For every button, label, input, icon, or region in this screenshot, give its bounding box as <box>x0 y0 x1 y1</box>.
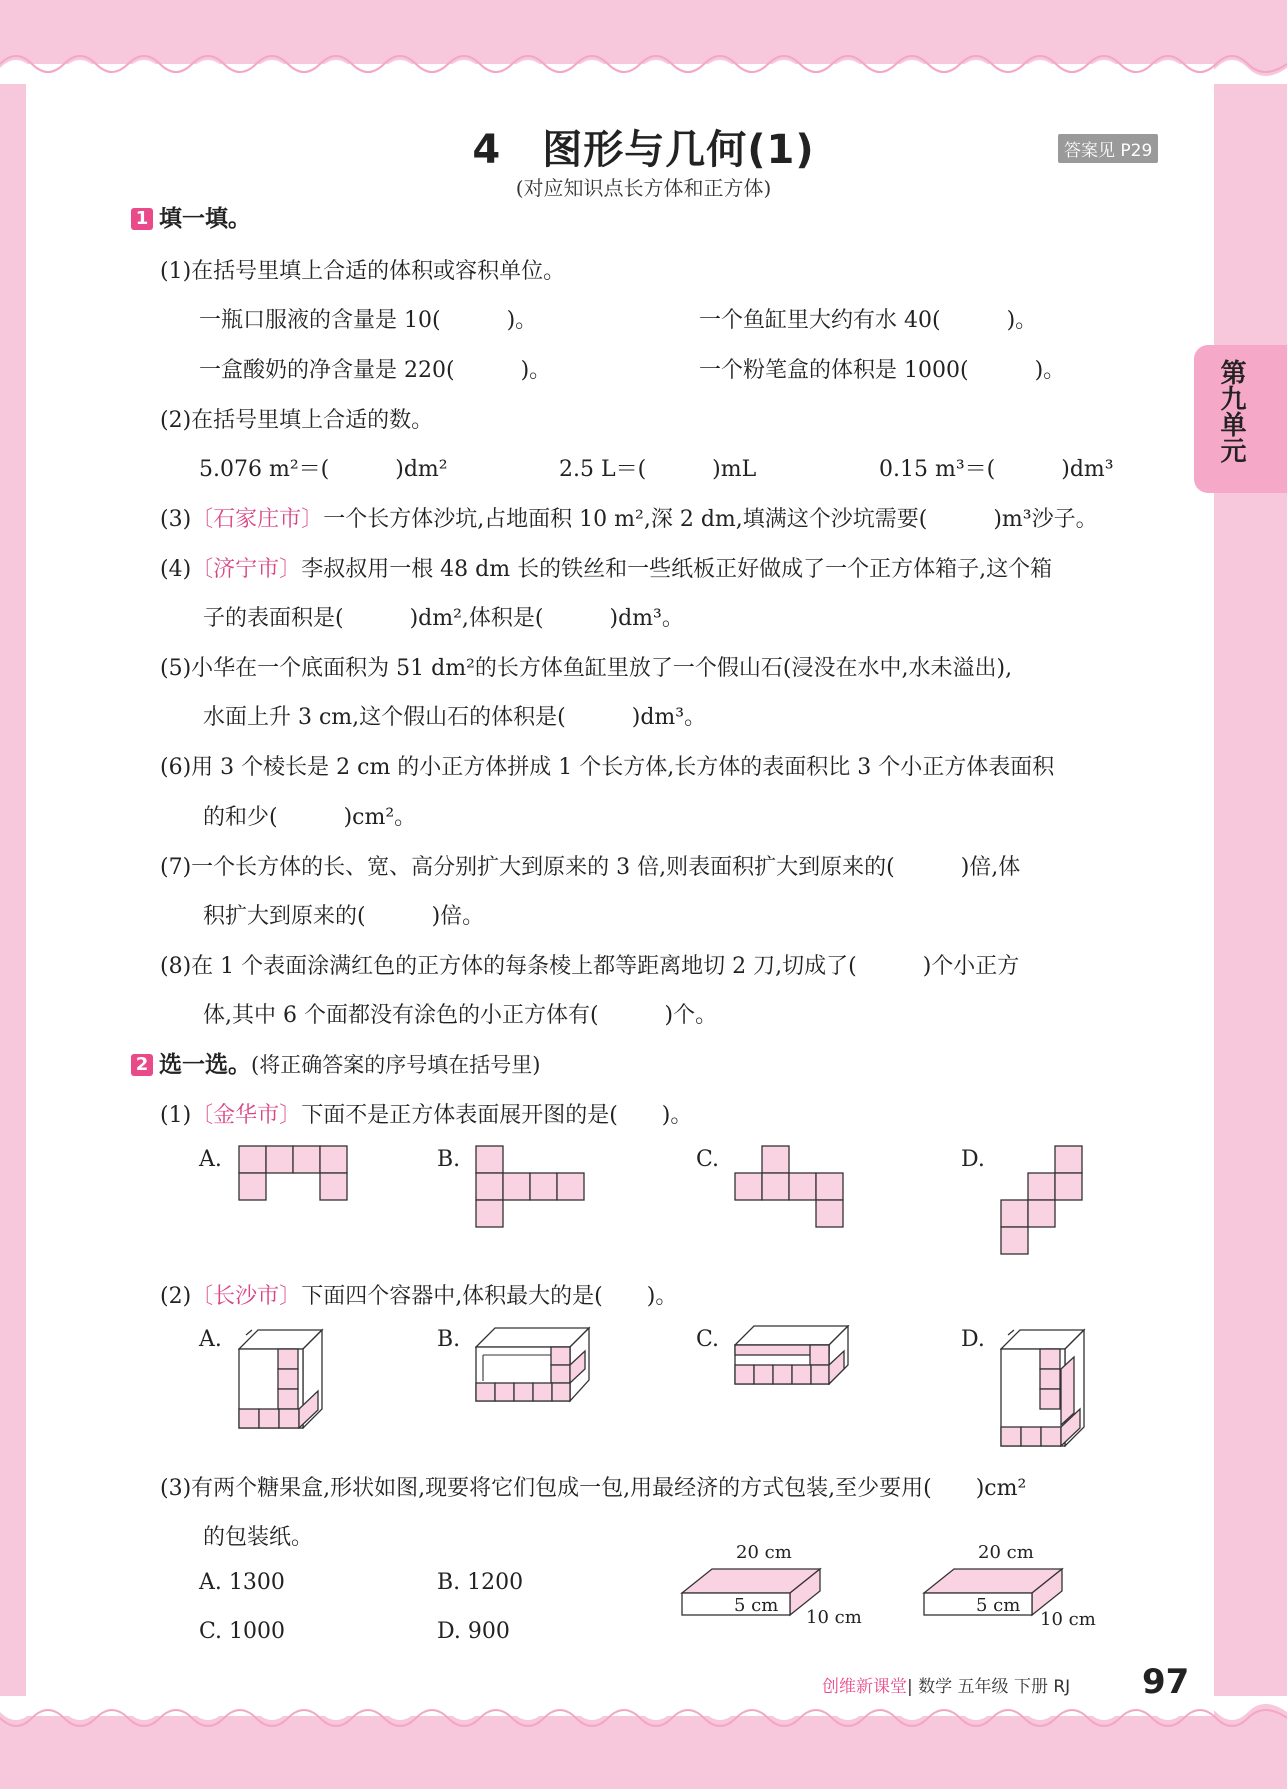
q1-8: (8)在 1 个表面涂满红色的正方体的每条棱上都等距离地切 2 刀,切成了( )个小正方 <box>160 954 1020 979</box>
q1-6-line2: 的和少( )cm²。 <box>203 805 417 830</box>
unit-tab-label: 第九单元 <box>1216 359 1246 463</box>
q2-2-option-a-label: A. <box>199 1327 222 1352</box>
candy-box-2-height: 5 cm <box>976 1595 1021 1616</box>
q2-3: (3)有两个糖果盒,形状如图,现要将它们包成一包,用最经济的方式包装,至少要用( )cm² <box>160 1476 1027 1501</box>
answer-reference-badge: 答案见 P29 <box>1058 134 1158 163</box>
candy-box-1-width: 10 cm <box>806 1607 862 1628</box>
unit-tab <box>1194 345 1287 493</box>
q1-2-item-c: 0.15 m³＝( )dm³ <box>879 457 1114 482</box>
q1-7: (7)一个长方体的长、宽、高分别扩大到原来的 3 倍,则表面积扩大到原来的( )倍,体 <box>160 855 1021 880</box>
q1-3 <box>160 502 1098 533</box>
q2-1 <box>160 1098 692 1129</box>
section-2-note: (将正确答案的序号填在括号里) <box>251 1053 541 1077</box>
footer-info <box>822 1672 1070 1697</box>
q2-3-option-a: A. 1300 <box>199 1570 285 1595</box>
candy-box-1 <box>680 1542 862 1635</box>
candy-box-1-height: 5 cm <box>734 1595 779 1616</box>
q2-2-text: 下面四个容器中,体积最大的是( )。 <box>301 1284 678 1309</box>
candy-box-2 <box>922 1542 1096 1635</box>
q1-7-line2: 积扩大到原来的( )倍。 <box>203 904 485 929</box>
q2-3-option-d: D. 900 <box>437 1619 510 1644</box>
q1-5-line2: 水面上升 3 cm,这个假山石的体积是( )dm³。 <box>203 705 707 730</box>
q1-3-text: 一个长方体沙坑,占地面积 10 m²,深 2 dm,填满这个沙坑需要( )m³沙子。 <box>323 507 1098 532</box>
q1-4-text: 李叔叔用一根 48 dm 长的铁丝和一些纸板正好做成了一个正方体箱子,这个箱 <box>301 557 1053 582</box>
q2-2-option-b-label: B. <box>437 1327 461 1352</box>
q2-3-line2: 的包装纸。 <box>203 1525 314 1550</box>
q1-4-line2: 子的表面积是( )dm²,体积是( )dm³。 <box>203 606 684 631</box>
q1-1-item-d: 一个粉笔盒的体积是 1000( )。 <box>699 358 1066 383</box>
section-2-heading <box>131 1046 540 1079</box>
container-figure-d <box>1000 1325 1086 1447</box>
q1-8-line2: 体,其中 6 个面都没有涂色的小正方体有( )个。 <box>203 1003 718 1028</box>
q2-3-option-b: B. 1200 <box>437 1570 524 1595</box>
q1-4-city-tag: 〔济宁市〕 <box>191 557 302 582</box>
net-figure-a <box>238 1145 348 1201</box>
q2-2-option-d-label: D. <box>961 1327 985 1352</box>
net-figure-c <box>734 1145 844 1228</box>
q1-1-item-b: 一个鱼缸里大约有水 40( )。 <box>699 308 1038 333</box>
net-figure-b <box>475 1145 585 1228</box>
q1-5: (5)小华在一个底面积为 51 dm²的长方体鱼缸里放了一个假山石(浸没在水中,水未溢出), <box>160 656 1013 681</box>
q1-2-item-a: 5.076 m²＝( )dm² <box>199 457 448 482</box>
candy-box-2-width: 10 cm <box>1040 1609 1096 1630</box>
q1-1-stem: (1)在括号里填上合适的体积或容积单位。 <box>160 259 566 284</box>
container-figure-b <box>475 1325 591 1403</box>
section-2-title: 选一选。 <box>159 1052 251 1078</box>
q1-3-prefix: (3) <box>160 507 192 532</box>
footer-book-info: | 数学 五年级 下册 RJ <box>907 1677 1071 1697</box>
top-wave-border <box>0 44 1287 84</box>
section-2-number: 2 <box>131 1054 153 1076</box>
container-figure-c <box>734 1325 850 1385</box>
q2-1-option-a-label: A. <box>199 1147 222 1172</box>
q1-4-prefix: (4) <box>160 557 192 582</box>
footer-brand: 创维新课堂 <box>822 1677 907 1697</box>
q2-1-text: 下面不是正方体表面展开图的是( )。 <box>301 1103 693 1128</box>
q2-3-option-c: C. 1000 <box>199 1619 286 1644</box>
q1-3-city-tag: 〔石家庄市〕 <box>191 507 324 532</box>
q2-2-city-tag: 〔长沙市〕 <box>191 1284 302 1309</box>
section-1-title: 填一填。 <box>159 206 251 232</box>
q2-2 <box>160 1279 677 1310</box>
bottom-wave-border <box>0 1696 1287 1736</box>
q2-1-city-tag: 〔金华市〕 <box>191 1103 302 1128</box>
page-subtitle: (对应知识点长方体和正方体) <box>515 176 772 200</box>
q2-1-option-b-label: B. <box>437 1147 461 1172</box>
q1-1-item-c: 一盒酸奶的净含量是 220( )。 <box>199 358 552 383</box>
candy-box-1-length: 20 cm <box>736 1542 792 1563</box>
q2-2-option-c-label: C. <box>696 1327 720 1352</box>
section-1-heading <box>131 200 251 233</box>
q2-1-prefix: (1) <box>160 1103 192 1128</box>
page-number: 97 <box>1142 1662 1190 1702</box>
section-1-number: 1 <box>131 208 153 230</box>
q2-2-prefix: (2) <box>160 1284 192 1309</box>
q2-1-option-c-label: C. <box>696 1147 720 1172</box>
q1-2-stem: (2)在括号里填上合适的数。 <box>160 408 434 433</box>
net-figure-d <box>1000 1145 1083 1255</box>
q1-6: (6)用 3 个棱长是 2 cm 的小正方体拼成 1 个长方体,长方体的表面积比 3 个小正方体表面积 <box>160 755 1055 780</box>
candy-box-2-length: 20 cm <box>978 1542 1034 1563</box>
q1-4 <box>160 552 1052 583</box>
page-title: 4 图形与几何(1) <box>472 127 815 173</box>
q2-1-option-d-label: D. <box>961 1147 985 1172</box>
container-figure-a <box>238 1325 324 1429</box>
q1-2-item-b: 2.5 L＝( )mL <box>559 457 757 482</box>
q1-1-item-a: 一瓶口服液的含量是 10( )。 <box>199 308 538 333</box>
